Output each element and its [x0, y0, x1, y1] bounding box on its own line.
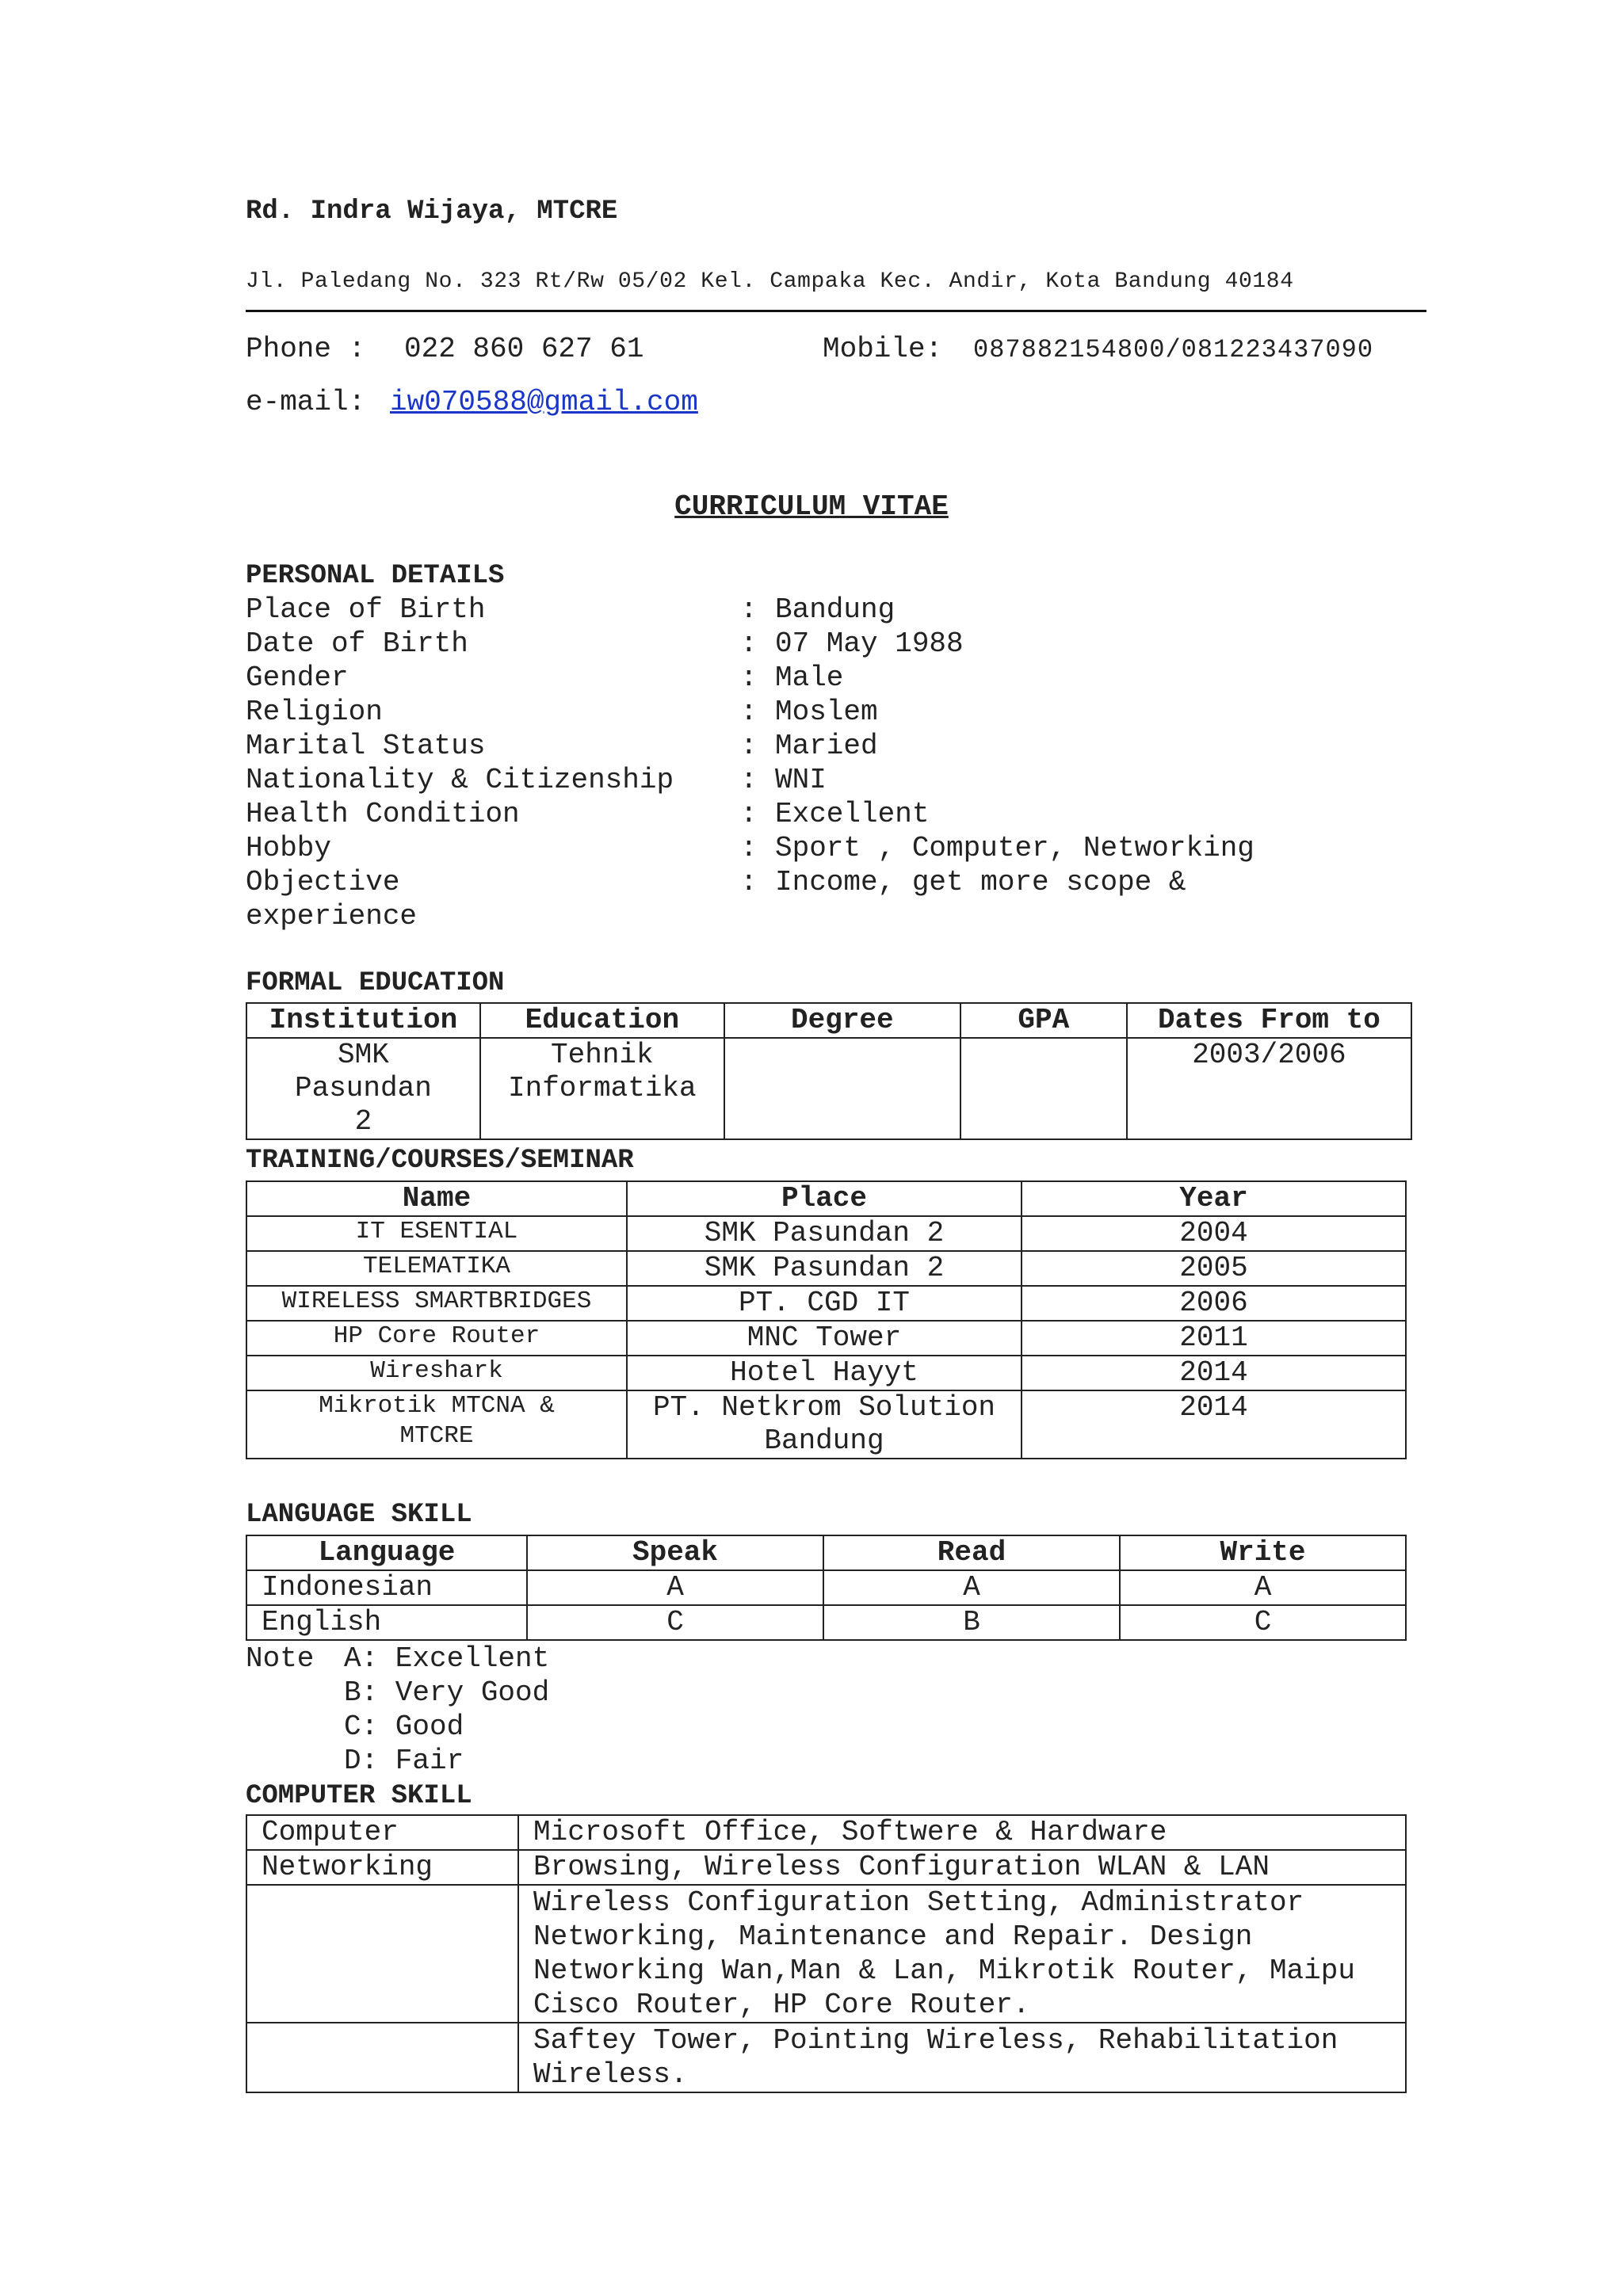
dates-cell: 2003/2006: [1127, 1038, 1411, 1139]
phone-label: Phone :: [246, 333, 366, 365]
training-year: 2004: [1022, 1216, 1406, 1251]
language-skill-heading: LANGUAGE SKILL: [246, 1500, 472, 1530]
training-place: SMK Pasundan 2: [627, 1216, 1022, 1251]
language-name: Indonesian: [246, 1570, 527, 1605]
note-item: A: Excellent: [344, 1642, 550, 1675]
table-row: [246, 1815, 1406, 1850]
phone-value: 022 860 627 61: [404, 333, 644, 365]
training-place: MNC Tower: [627, 1321, 1022, 1356]
personal-value: Moslem: [775, 696, 878, 728]
personal-label: Gender: [246, 662, 349, 694]
skill-details: Saftey Tower, Pointing Wireless, Rehabilitation Wireless.: [518, 2023, 1406, 2092]
personal-value: Male: [775, 662, 844, 694]
education-cell: Tehnik Informatika: [480, 1038, 724, 1139]
column-header: Year: [1022, 1181, 1406, 1216]
objective-continuation: experience: [246, 900, 418, 933]
column-header: Degree: [724, 1003, 960, 1038]
speak-level: A: [527, 1570, 823, 1605]
column-header: Read: [823, 1535, 1120, 1570]
training-name: WIRELESS SMARTBRIDGES: [246, 1286, 627, 1321]
skill-details: Browsing, Wireless Configuration WLAN & LAN: [518, 1850, 1406, 1885]
cv-page: Rd. Indra Wijaya, MTCRE Jl. Paledang No. 323 Rt/Rw 05/02 Kel. Campaka Kec. Andir, Kota Bandung 40184 Phone : 022 860 627 61 Mobile: 087882154800/081223437090 e-mail: iw070588@gmail.com CURRICULUM VITAE PERSONAL DETAILS Place of Birth : Bandung Date of Birth : 07 May 1988 Gender : Male Religion : Moslem Marital Status : Maried Nationality & Citizenship : WNI Health Condition : Excellent Hobby : Sport , Computer, Networking Objective : Income, get more scope & experience FORMAL EDUCATION Institution Education Degree GPA Dates From to SMK Pasundan 2 Tehnik Informatika 2003/2006 TRAINING/COURSES/SEMINAR Name Place Year IT ESENTIAL SMK Pasundan 2 2004 TELEMATIKA SMK Pasundan 2 2005 WIRELESS SMARTBRIDGES PT. CGD IT 2006 HP Core Router MNC Tower 2011 Wireshark Hotel Hayyt 2014 Mikrotik MTCNA & MTCRE PT. Netkrom Solution Bandung 2014 LANGUAGE SKILL Language Speak Read Write Indonesian A A A English C B C Note A: Excellent B: Very Good C: Good D: Fair COMPUTER SKILL Computer Microsoft Office, Softwere & Hardware Networking Browsing, Wireless Configuration WLAN & LAN Wireless Configuration Setting, Administrator Networking, Maintenance and Repair. Design Networking Wan,Man & Lan, Mikrotik Router, Maipu Cisco Router, HP Core Router. Saftey Tower, Pointing Wireless, Rehabilitation Wireless.: [0, 0, 1623, 2296]
skill-category: [246, 2023, 518, 2092]
personal-value: Bandung: [775, 593, 896, 626]
personal-value: WNI: [775, 764, 827, 796]
write-level: C: [1120, 1605, 1406, 1640]
table-row: [246, 1251, 1406, 1286]
training-name: Wireshark: [246, 1356, 627, 1390]
personal-label: Place of Birth: [246, 593, 486, 626]
skill-category: Networking: [246, 1850, 518, 1885]
email-label: e-mail:: [246, 386, 366, 418]
table-row: [246, 1850, 1406, 1885]
training-year: 2014: [1022, 1390, 1406, 1459]
note-label: Note: [246, 1642, 315, 1675]
training-year: 2006: [1022, 1286, 1406, 1321]
education-table: [246, 1002, 1412, 1140]
personal-label: Religion: [246, 696, 383, 728]
note-item: B: Very Good: [344, 1676, 550, 1709]
column-header: Dates From to: [1127, 1003, 1411, 1038]
column-header: Name: [246, 1181, 627, 1216]
read-level: A: [823, 1570, 1120, 1605]
personal-value: 07 May 1988: [775, 627, 964, 660]
training-year: 2005: [1022, 1251, 1406, 1286]
training-name: HP Core Router: [246, 1321, 627, 1356]
formal-education-heading: FORMAL EDUCATION: [246, 968, 505, 998]
column-header: Language: [246, 1535, 527, 1570]
personal-label: Date of Birth: [246, 627, 468, 660]
training-table: [246, 1180, 1407, 1459]
mobile-value: 087882154800/081223437090: [973, 335, 1374, 364]
table-row: [246, 1286, 1406, 1321]
column-header: Institution: [246, 1003, 480, 1038]
training-name: Mikrotik MTCNA & MTCRE: [246, 1390, 627, 1459]
table-row: [246, 1321, 1406, 1356]
language-name: English: [246, 1605, 527, 1640]
column-header: Education: [480, 1003, 724, 1038]
table-row: [246, 1390, 1406, 1459]
personal-label: Marital Status: [246, 730, 486, 762]
table-row: [246, 1038, 1411, 1139]
read-level: B: [823, 1605, 1120, 1640]
institution-cell: SMK Pasundan 2: [246, 1038, 480, 1139]
training-heading: TRAINING/COURSES/SEMINAR: [246, 1146, 634, 1176]
training-place: Hotel Hayyt: [627, 1356, 1022, 1390]
table-header-row: [246, 1003, 1411, 1038]
training-year: 2011: [1022, 1321, 1406, 1356]
training-place: PT. Netkrom Solution Bandung: [627, 1390, 1022, 1459]
personal-value: Excellent: [775, 798, 930, 830]
personal-value: Sport , Computer, Networking: [775, 832, 1254, 864]
table-row: [246, 2023, 1406, 2092]
address: Jl. Paledang No. 323 Rt/Rw 05/02 Kel. Campaka Kec. Andir, Kota Bandung 40184: [246, 269, 1294, 294]
table-row: [246, 1885, 1406, 2023]
table-row: [246, 1605, 1406, 1640]
table-row: [246, 1570, 1406, 1605]
note-item: D: Fair: [344, 1745, 464, 1777]
language-table: [246, 1535, 1407, 1641]
table-header-row: [246, 1535, 1406, 1570]
table-row: [246, 1356, 1406, 1390]
column-header: Place: [627, 1181, 1022, 1216]
column-header: Speak: [527, 1535, 823, 1570]
computer-skill-table: [246, 1814, 1407, 2093]
training-place: PT. CGD IT: [627, 1286, 1022, 1321]
skill-details: Microsoft Office, Softwere & Hardware: [518, 1815, 1406, 1850]
gpa-cell: [960, 1038, 1127, 1139]
skill-category: Computer: [246, 1815, 518, 1850]
training-name: TELEMATIKA: [246, 1251, 627, 1286]
note-item: C: Good: [344, 1711, 464, 1743]
document-title: CURRICULUM VITAE: [674, 490, 949, 523]
table-row: [246, 1216, 1406, 1251]
personal-label: Health Condition: [246, 798, 520, 830]
write-level: A: [1120, 1570, 1406, 1605]
degree-cell: [724, 1038, 960, 1139]
header-divider: [246, 310, 1426, 312]
column-header: GPA: [960, 1003, 1127, 1038]
personal-label: Nationality & Citizenship: [246, 764, 674, 796]
candidate-name: Rd. Indra Wijaya, MTCRE: [246, 196, 618, 227]
table-header-row: [246, 1181, 1406, 1216]
computer-skill-heading: COMPUTER SKILL: [246, 1781, 472, 1811]
skill-category: [246, 1885, 518, 2023]
email-link[interactable]: iw070588@gmail.com: [390, 386, 698, 418]
column-header: Write: [1120, 1535, 1406, 1570]
training-place: SMK Pasundan 2: [627, 1251, 1022, 1286]
personal-details-heading: PERSONAL DETAILS: [246, 561, 505, 591]
mobile-label: Mobile:: [823, 333, 943, 365]
personal-label: Objective: [246, 866, 400, 898]
training-name: IT ESENTIAL: [246, 1216, 627, 1251]
personal-value: Maried: [775, 730, 878, 762]
skill-details: Wireless Configuration Setting, Administrator Networking, Maintenance and Repair. Design Networking Wan,Man & Lan, Mikrotik Router, Maipu Cisco Router, HP Core Router.: [518, 1885, 1406, 2023]
training-year: 2014: [1022, 1356, 1406, 1390]
personal-label: Hobby: [246, 832, 332, 864]
speak-level: C: [527, 1605, 823, 1640]
personal-value: Income, get more scope &: [775, 866, 1186, 898]
